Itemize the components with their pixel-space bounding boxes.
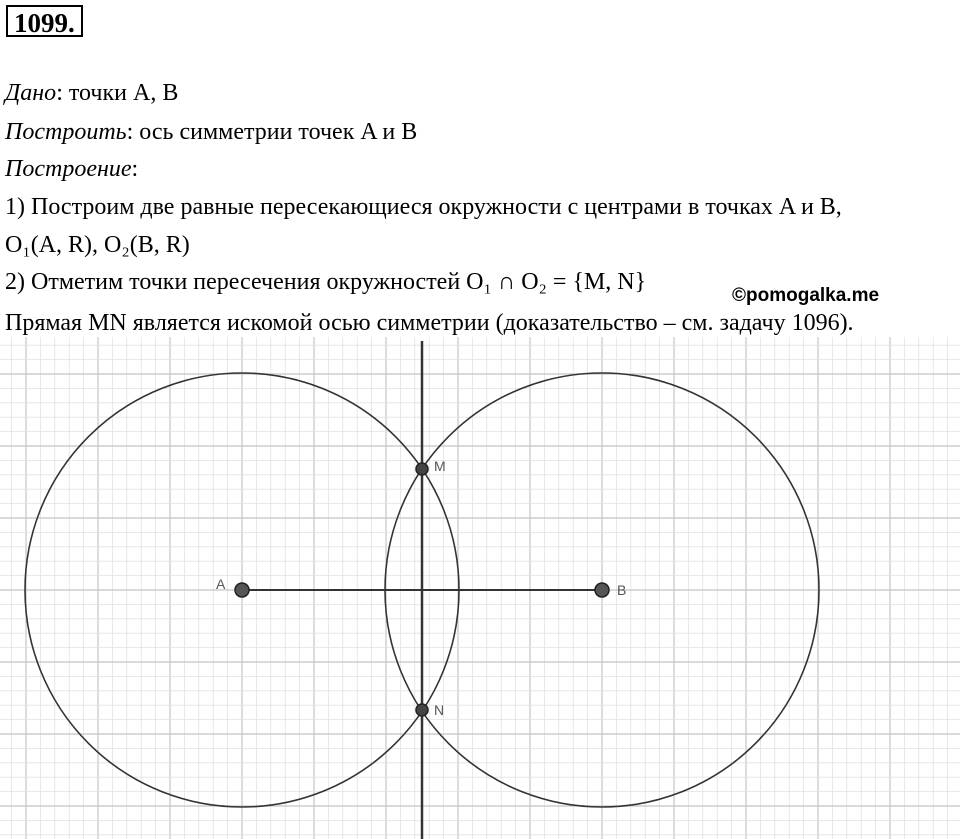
point-a-label: A <box>216 576 226 592</box>
construct-label: Построить <box>5 119 127 145</box>
construction-label: Построение <box>5 156 132 182</box>
construction-text: : <box>131 156 139 182</box>
given-text: : точки A, B <box>56 80 179 106</box>
point-b-label: B <box>617 582 627 598</box>
conclusion: Прямая MN является искомой осью симметрии (доказательство – см. задачу 1096). <box>5 310 854 336</box>
construct-text: : ось симметрии точек A и B <box>126 119 418 145</box>
point-n-marker <box>416 704 428 716</box>
point-m-label: M <box>434 458 446 474</box>
grid <box>0 337 960 839</box>
watermark: ©pomogalka.me <box>732 285 880 306</box>
point-m-marker <box>416 463 428 475</box>
point-b-marker <box>595 583 609 597</box>
step-1: 1) Построим две равные пересекающиеся окружности с центрами в точках A и B, <box>5 194 842 220</box>
point-a-marker <box>235 583 249 597</box>
construction-figure <box>0 337 960 839</box>
step-1-circles: O₁(A, R), O₂(B, R) <box>5 232 190 258</box>
construction-line <box>5 154 138 184</box>
step-2: 2) Отметим точки пересечения окружностей O₁ ∩ O₂ = {M, N} <box>5 269 647 295</box>
construct-line <box>5 117 417 147</box>
given-label: Дано <box>5 80 57 106</box>
given-line <box>5 78 178 108</box>
point-n-label: N <box>434 702 445 718</box>
problem-number: 1099. <box>6 5 83 37</box>
